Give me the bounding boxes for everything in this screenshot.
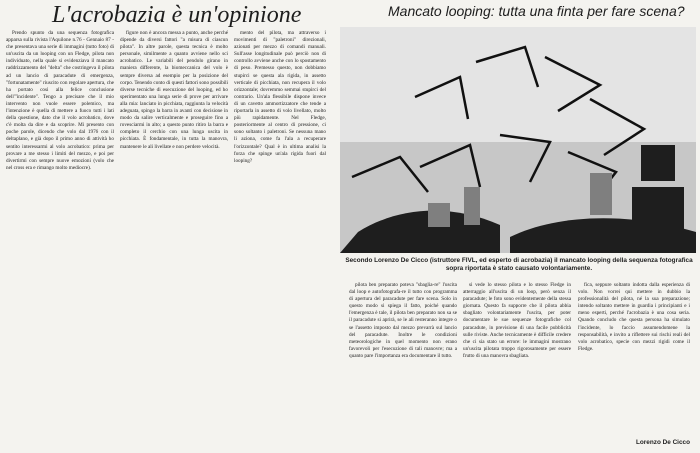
right-article-column-3: fica, seppure soltanto indotta dalla esperienza di volo. Non vorrei qui mettere in dubbio la professionalità del pilota, né la sua preparazione; intendo soltanto mettere in guardia i principianti e i meno esperti, perché l'acrobazia è una cosa seria. Quando concludo che questa persona ha simulato l'incidente, lo faccio assumendomene la responsabilità, e invito a riflettere sui rischi reali del volo acrobatico, specie con mezzi rigidi come il Fledge. [578, 282, 690, 352]
article-title-left: L'acrobazia è un'opinione [52, 2, 302, 28]
right-article-column-1: pilota ben preparato poteva "sbaglia-re" l'uscita dal loop e autofotografa-re il tutto con programma di apertura del paracadute per fare scena. Solo in questo modo si spiega il fatto, poiché quando l'emergenza è tale, il pilota ben preparato non sa se il paracadute si aprirà, se le ali resteranno integre o se l'assetto imposto dal mezzo prevarrà sul lancio del paracadute. Inoltre le condizioni meteorologiche in quel momento non erano favorevoli per l'esecuzione di tali manovre; ma a quanto pare l'importanza era documentare il tutto. [349, 282, 457, 359]
left-article-column-3: mento del pilota, ma attraverso i movimenti di "paletroni" direzionali, azionati per mezzo di comandi manuali. Sull'asse longitudinale può perciò non di controllo avviene anche con lo spostamento di peso. Premesso questo, non dobbiamo stupirci se questa ala rigida, in assetto verticale di picchiata, non recupera il volo orizzontale; dovremmo semmai stupirci del contrario. Un'ala flessibile dispone invece di un cavetto ammortizzatore che tende a riportarla in assetto di volo livellato, molto più rapidamente. Nel Fledge, posteriormente al centro di pressione, ci sono soltanto i paletroni. Se nessuna mano li aziona, come fa l'ala a recuperare l'orizzontale? Qual è in ultima analisi la forza che spinge un'ala rigida fuori dal looping? [234, 30, 326, 164]
left-article-column-1: Prendo spunto da una sequenza fotografica apparsa sulla rivista l'Aquilone n.76 - Gennaio 87 - che presentava una serie di immagini (tutto foto) di un'uscita da un looping con un Fledge, pilota non individuato, nella quale si evidenziava il mancato raddrizzamento del "delta" che costringeva il pilota ad un lancio di paracadute di emergenza, "fortunatamente" riuscito con regolare apertura, che ha portato così alla felice conclusione dell'"incidente". Tengo a precisare che il mio intervento non vuole essere polemico, ma l'intenzione è quella di mettere a fuoco tutti i lati della questione, dato che il volo acrobatico, dove c'è molta da dire e da scoprire. Mi presento con poche parole, dicendo che volo dal 1976 con il deltaplano, e già dopo il primo anno di attività ho sentito interessarmi al volo acrobatico: prima per provare a me stesso i limiti del mezzo, e poi per divertirmi con sempre nuove emozioni (volo che nel cross era e rimango molto mediocre). [6, 30, 114, 171]
article-title-right: Mancato looping: tutta una finta per fare scena? [388, 3, 685, 19]
photo-caption: Secondo Lorenzo De Cicco (istruttore FIVL, ed esperto di acrobazia) il mancato looping della sequenza fotografica sopra riportata è stato causato volontariamente. [345, 257, 693, 272]
author-signature: Lorenzo De Cicco [636, 439, 690, 446]
right-article-column-2: si vede lo stesso pilota e lo stesso Fledge in atterraggio all'uscita di un loop, però senza il paracadute; le foto sono evidentemente della stessa giornata. Questo fa supporre che il pilota abbia sbagliato volontariamente l'uscita, per poter documentare le sue sequenze fotografiche col paracadute, in previsione di una facile pubblicità sulle riviste. Anche tecnicamente è difficile credere che ci sia stato un errore: le immagini mostrano un'uscita pilotata troppo rigorosamente per essere frutto di una manovra sbagliata. [463, 282, 571, 359]
left-article-column-2: figure non è ancora messa a punto, anche perché dipende da diversi fattori "a misura di ciascun pilota". In altre parole, questa tecnica è molto personale, similmente a quanto avviene nello sci acrobatico. Le variabili del pendolo girano in maniera differente, la biomeccanica del volo è sempre diversa ad esempio per la posizione del corpo. Tenendo conto di questi fattori sono possibili diverse tecniche di esecuzione del looping, ed ho sperimentato una lunga serie di prove per arrivare alla mia: lanciato in picchiata, raggiunta la velocità adeguata, spingo la barra in avanti con decisione in modo da salire verticalmente e proseguire fino a rovesciarmi in alto; a questo punto ritiro la barra e completo il cerchio con una lunga uscita in picchiata. È fondamentale, in tutta la manovra, mantenere le ali livellate e non perdere velocità. [120, 30, 228, 150]
looping-photo-sequence [340, 27, 696, 253]
